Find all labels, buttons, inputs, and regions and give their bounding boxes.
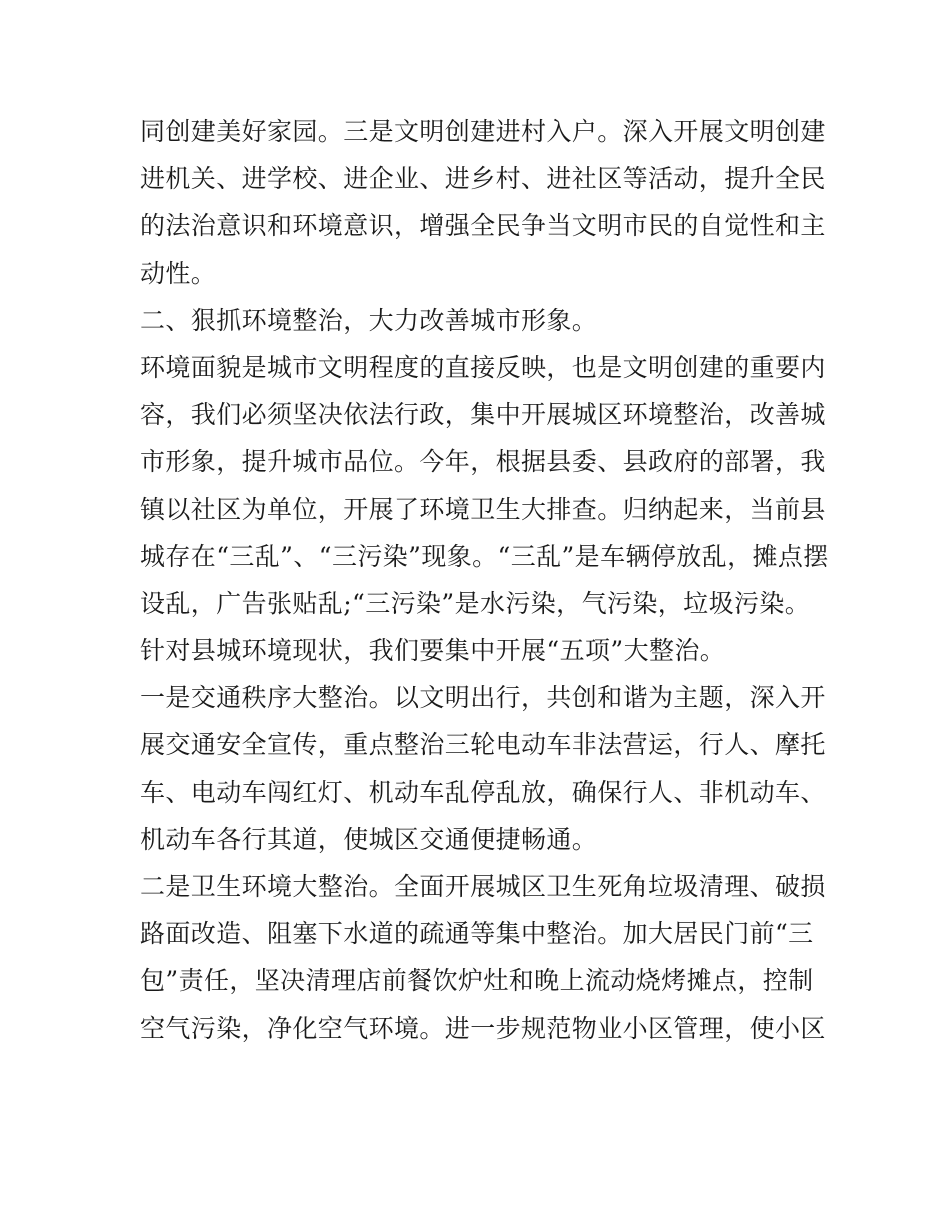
text-line: 针对县城环境现状，我们要集中开展“五项”大整治。 xyxy=(140,636,726,666)
text-line: 进机关、进学校、进企业、进乡村、进社区等活动，提升全民 xyxy=(140,164,826,194)
text-line: 机动车各行其道，使城区交通便捷畅通。 xyxy=(140,824,598,854)
text-line: 容，我们必须坚决依法行政，集中开展城区环境整治，改善城 xyxy=(140,400,826,430)
text-line: 车、电动车闯红灯、机动车乱停乱放，确保行人、非机动车、 xyxy=(140,777,826,807)
text-line: 镇以社区为单位，开展了环境卫生大排查。归纳起来，当前县 xyxy=(140,494,826,524)
text-line: 同创建美好家园。三是文明创建进村入户。深入开展文明创建 xyxy=(140,117,826,146)
section-heading: 二、狠抓环境整治，大力改善城市形象。 xyxy=(140,305,598,335)
text-line: 一是交通秩序大整治。以文明出行，共创和谐为主题，深入开 xyxy=(140,683,826,713)
text-line: 设乱，广告张贴乱;“三污染”是水污染，气污染，垃圾污染。 xyxy=(140,588,811,618)
body-text xyxy=(140,108,829,1052)
text-line: 市形象，提升城市品位。今年，根据县委、县政府的部署，我 xyxy=(140,447,826,477)
text-line: 动性。 xyxy=(140,258,217,288)
text-line: 包”责任，坚决清理店前餐饮炉灶和晚上流动烧烤摊点，控制 xyxy=(140,966,814,996)
text-line: 空气污染，净化空气环境。进一步规范物业小区管理，使小区 xyxy=(140,1013,826,1043)
text-line: 二是卫生环境大整治。全面开展城区卫生死角垃圾清理、破损 xyxy=(140,872,826,901)
text-line: 展交通安全宣传，重点整治三轮电动车非法营运，行人、摩托 xyxy=(140,730,826,760)
text-line: 路面改造、阻塞下水道的疏通等集中整治。加大居民门前“三 xyxy=(140,919,814,949)
text-line: 环境面貌是城市文明程度的直接反映，也是文明创建的重要内 xyxy=(140,352,826,382)
text-line: 城存在“三乱”、“三污染”现象。“三乱”是车辆停放乱，摊点摆 xyxy=(140,541,829,571)
text-line: 的法治意识和环境意识，增强全民争当文明市民的自觉性和主 xyxy=(140,211,826,241)
